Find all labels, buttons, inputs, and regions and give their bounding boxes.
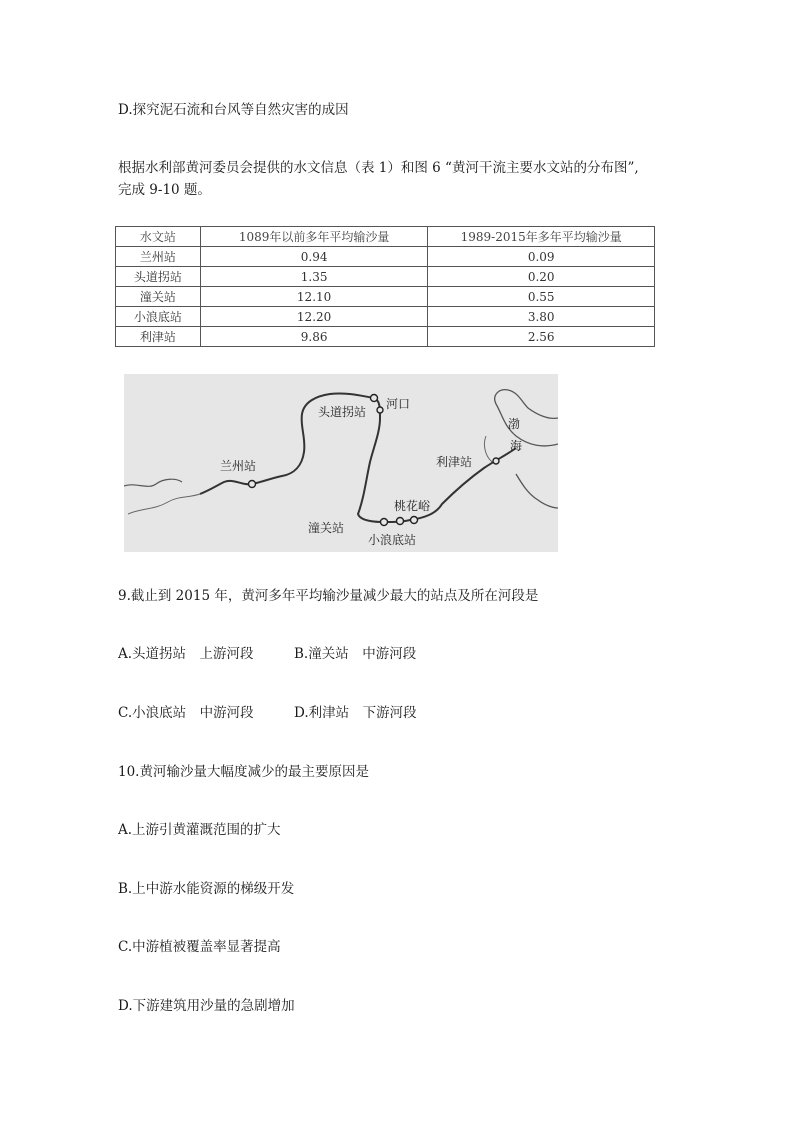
q10-option-a[interactable]: A.上游引黄灌溉范围的扩大: [118, 822, 281, 838]
intro-line-2: 完成 9-10 题。: [118, 182, 211, 198]
q10-option-c[interactable]: C.中游植被覆盖率显著提高: [118, 939, 281, 955]
hekou-label: 河口: [386, 397, 411, 411]
table-cell: 9.86: [200, 327, 428, 347]
intro-line-1: 根据水利部黄河委员会提供的水文信息（表 1）和图 6 “黄河干流主要水文站的分布图”,: [118, 160, 639, 176]
table-cell: 兰州站: [116, 247, 201, 267]
table-cell: 小浪底站: [116, 307, 201, 327]
question-9-options-row-2: [118, 703, 417, 723]
table-cell: 利津站: [116, 327, 201, 347]
table-cell: 12.10: [200, 287, 428, 307]
lanzhou-label: 兰州站: [220, 459, 257, 473]
table-header-1989-2015: 1989-2015年多年平均输沙量: [428, 227, 655, 247]
table-row: [116, 247, 655, 267]
q10-option-b[interactable]: B.上中游水能资源的梯级开发: [118, 881, 295, 897]
table-cell: 0.55: [428, 287, 655, 307]
taohuayu-marker: [411, 517, 418, 524]
q9-option-a[interactable]: A.头道拐站 上游河段: [118, 646, 254, 662]
table-cell: 头道拐站: [116, 267, 201, 287]
table-row: [116, 267, 655, 287]
lijin-label: 利津站: [436, 455, 473, 469]
toudaoguai-label: 头道拐站: [318, 405, 367, 419]
table-cell: 2.56: [428, 327, 655, 347]
tongguan-station-marker: [381, 519, 388, 526]
table-cell: 0.09: [428, 247, 655, 267]
table-cell: 潼关站: [116, 287, 201, 307]
table-header-station: 水文站: [116, 227, 201, 247]
q10-option-d[interactable]: D.下游建筑用沙量的急剧增加: [118, 998, 295, 1014]
q9-option-d[interactable]: D.利津站 下游河段: [294, 705, 417, 721]
bohai-label-1: 渤: [508, 417, 521, 431]
previous-option-d: D.探究泥石流和台风等自然灾害的成因: [118, 102, 349, 118]
table-cell: 3.80: [428, 307, 655, 327]
tongguan-label: 潼关站: [308, 521, 345, 535]
bay-coastline: [495, 390, 558, 446]
table-row: [116, 287, 655, 307]
question-10-stem: 10.黄河输沙量大幅度减少的最主要原因是: [118, 764, 369, 780]
yellow-river-station-map: [124, 374, 558, 552]
lanzhou-station-marker: [249, 481, 256, 488]
question-9-stem: 9.截止到 2015 年，黄河多年平均输沙量减少最大的站点及所在河段是: [118, 588, 539, 604]
table-row: [116, 327, 655, 347]
coastline-south: [516, 474, 558, 508]
tributary-southwest: [128, 494, 200, 514]
xiaolangdi-station-marker: [397, 518, 404, 525]
table-header-before-1989: 1089年以前多年平均输沙量: [200, 227, 428, 247]
hekou-marker: [377, 407, 383, 413]
bohai-label-2: 海: [510, 439, 523, 453]
table-cell: 0.94: [200, 247, 428, 267]
sediment-table: [115, 226, 655, 347]
question-9-options-row-1: [118, 644, 416, 664]
table-row: [116, 307, 655, 327]
xiaolangdi-label: 小浪底站: [368, 533, 417, 547]
table-cell: 1.35: [200, 267, 428, 287]
map-svg: [124, 374, 558, 552]
table-cell: 0.20: [428, 267, 655, 287]
taohuayu-label: 桃花峪: [394, 499, 431, 513]
q9-option-c[interactable]: C.小浪底站 中游河段: [118, 705, 254, 721]
q9-option-b[interactable]: B.潼关站 中游河段: [294, 646, 417, 662]
tributary-west: [124, 479, 182, 486]
toudaoguai-station-marker: [371, 395, 378, 402]
table-cell: 12.20: [200, 307, 428, 327]
lijin-station-marker: [493, 458, 499, 464]
table-header-row: [116, 227, 655, 247]
